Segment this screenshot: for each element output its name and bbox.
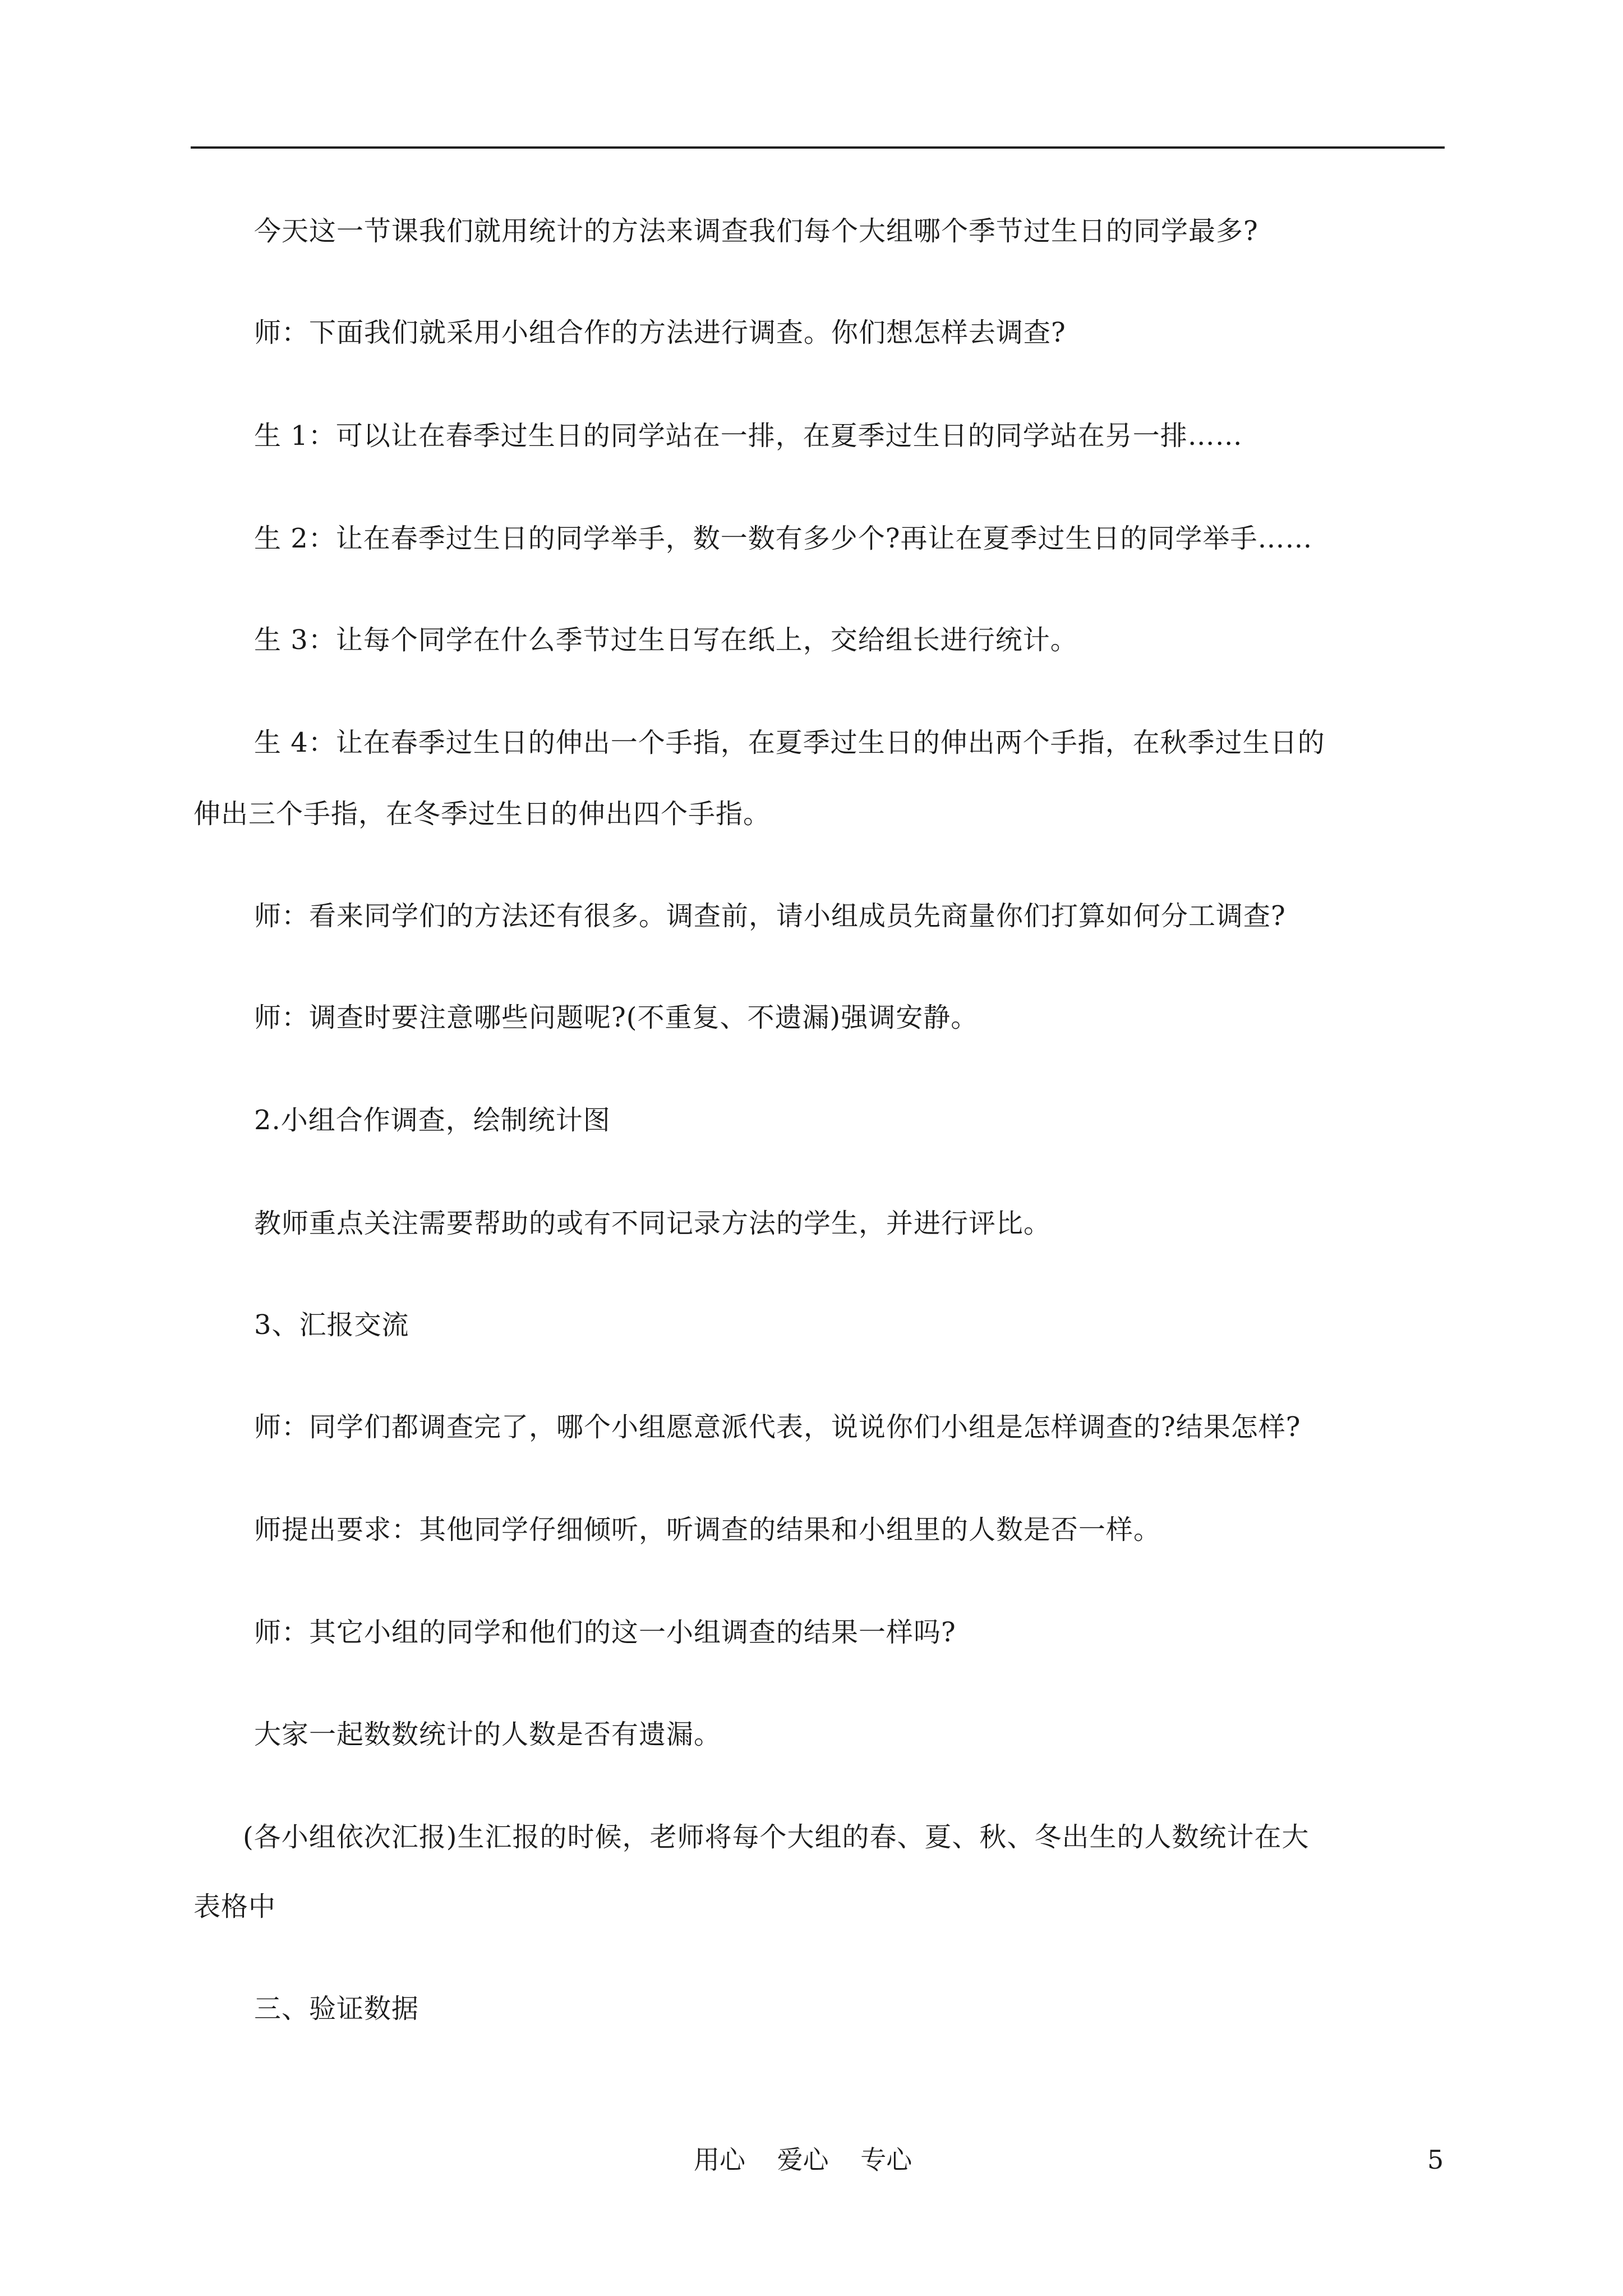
paragraph: 师：同学们都调查完了，哪个小组愿意派代表，说说你们小组是怎样调查的?结果怎样? [254,1411,1301,1443]
paragraph: 师：看来同学们的方法还有很多。调查前，请小组成员先商量你们打算如何分工调查? [254,900,1286,932]
paragraph: 生 4：让在春季过生日的伸出一个手指，在夏季过生日的伸出两个手指，在秋季过生日的 [254,727,1325,758]
header-rule [191,146,1445,149]
paragraph: 师：下面我们就采用小组合作的方法进行调查。你们想怎样去调查? [254,317,1066,348]
paragraph: 生 3：让每个同学在什么季节过生日写在纸上，交给组长进行统计。 [254,624,1078,656]
paragraph-continuation: 表格中 [193,1891,276,1922]
footer-motto-1: 用心 [694,2145,745,2175]
paragraph-continuation: 伸出三个手指，在冬季过生日的伸出四个手指。 [193,798,771,830]
page-number: 5 [1427,2145,1444,2175]
paragraph: 师：调查时要注意哪些问题呢?(不重复、不遗漏)强调安静。 [254,1002,979,1033]
footer-motto-2: 爱心 [777,2145,829,2175]
paragraph: (各小组依次汇报)生汇报的时候，老师将每个大组的春、夏、秋、冬出生的人数统计在大 [243,1821,1310,1853]
section-heading: 3、汇报交流 [254,1309,409,1341]
paragraph: 大家一起数数统计的人数是否有遗漏。 [254,1719,722,1750]
paragraph: 生 2：让在春季过生日的同学举手，数一数有多少个?再让在夏季过生日的同学举手…… [254,523,1313,554]
paragraph: 生 1：可以让在春季过生日的同学站在一排，在夏季过生日的同学站在另一排…… [254,420,1243,452]
paragraph: 师：其它小组的同学和他们的这一小组调查的结果一样吗? [254,1617,956,1648]
section-heading: 三、验证数据 [254,1993,419,2024]
footer-motto-3: 专心 [860,2145,912,2175]
paragraph: 今天这一节课我们就用统计的方法来调查我们每个大组哪个季节过生日的同学最多? [254,215,1258,247]
paragraph: 教师重点关注需要帮助的或有不同记录方法的学生，并进行评比。 [254,1208,1052,1239]
footer-motto [694,2146,912,2174]
paragraph: 师提出要求：其他同学仔细倾听，听调查的结果和小组里的人数是否一样。 [254,1514,1161,1545]
section-heading: 2.小组合作调查，绘制统计图 [254,1105,611,1136]
